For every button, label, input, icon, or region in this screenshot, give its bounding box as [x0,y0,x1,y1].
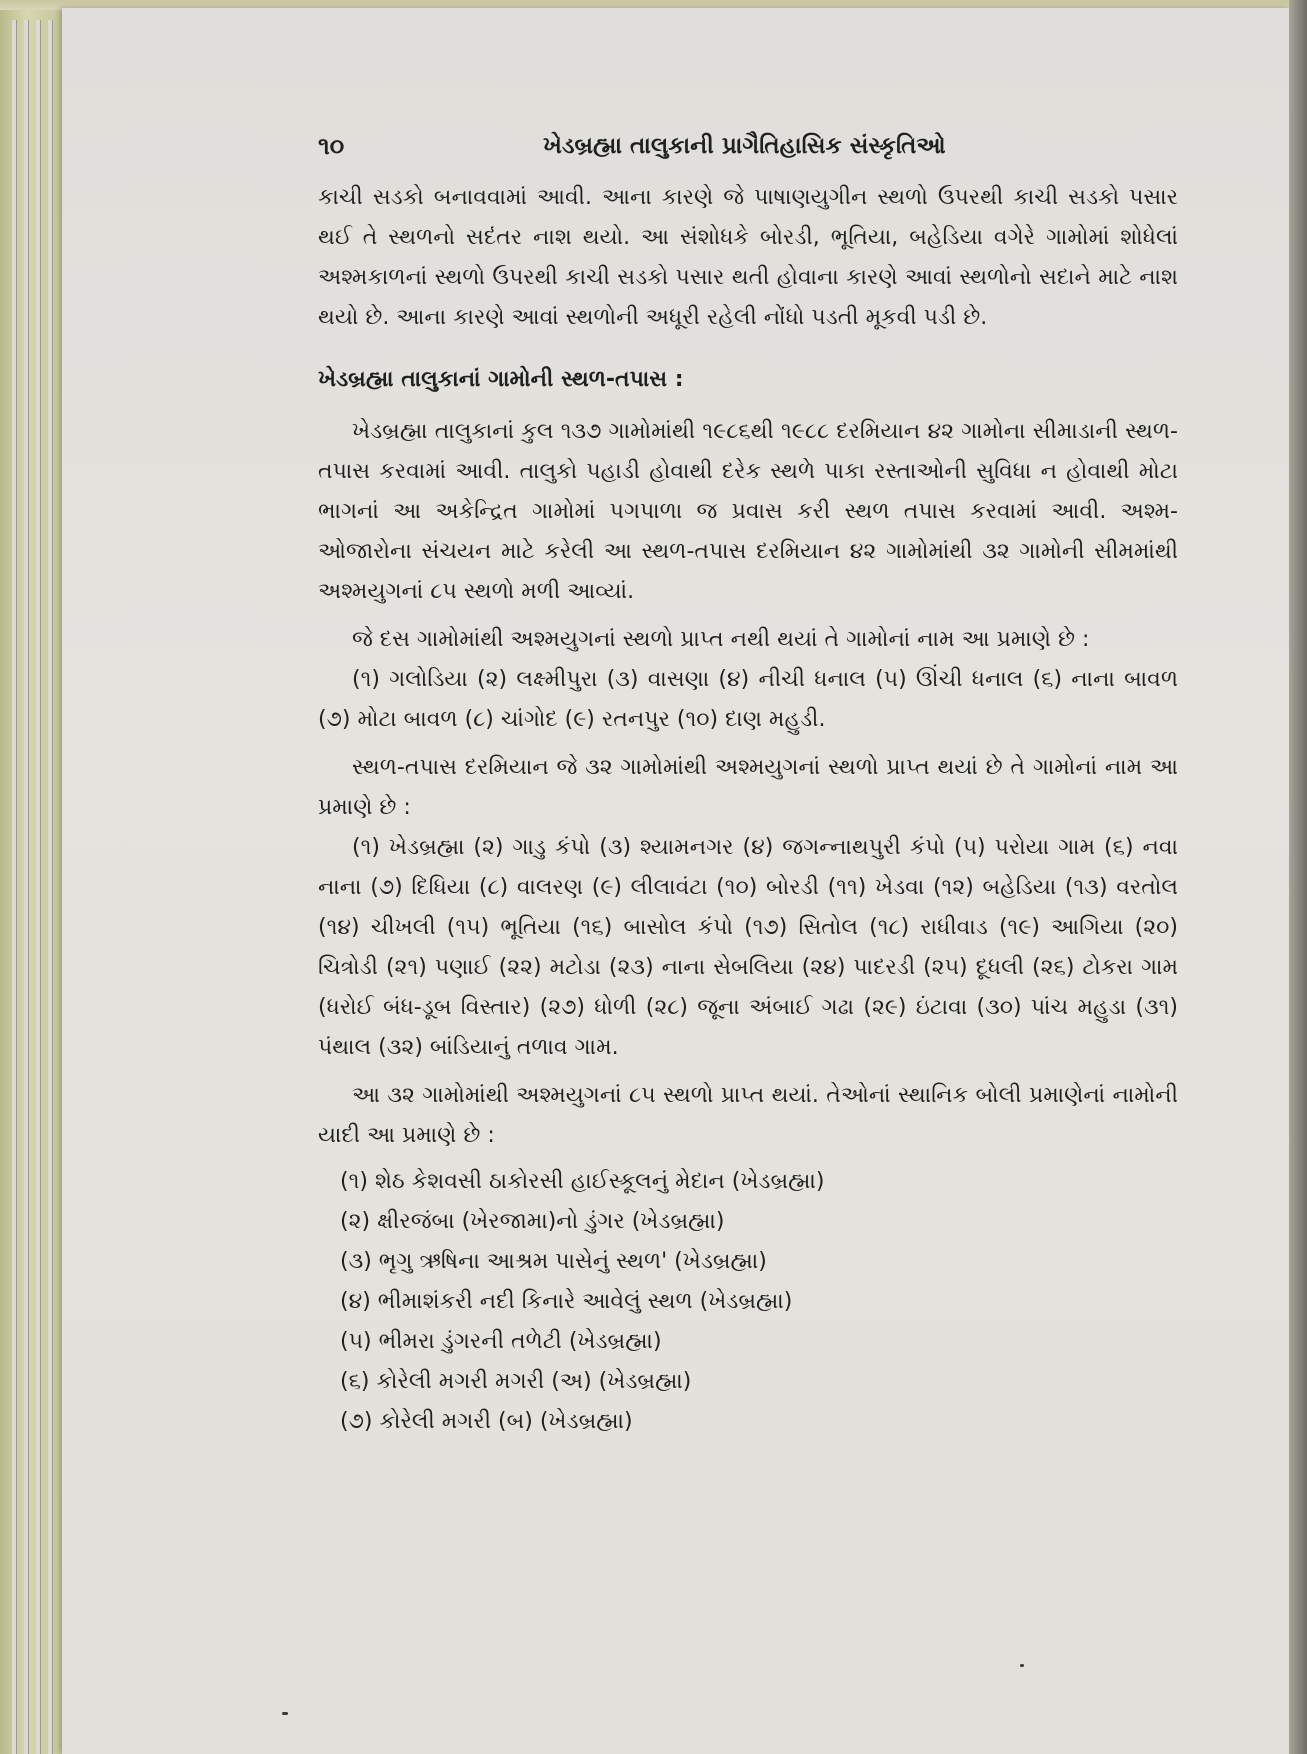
list-item: (૪) ભીમાશંકરી નદી કિનારે આવેલું સ્થળ (ખેડબ્રહ્મા) [340,1289,793,1314]
found-intro-paragraph: સ્થળ-તપાસ દરમિયાન જે ૩૨ ગામોમાંથી અશ્મયુગનાં સ્થળો પ્રાપ્ત થયાં છે તે ગામોનાં નામ આ પ્રમાણે છે : [318,755,1178,820]
list-item: (૩) ભૃગુ ઋષિના આશ્રમ પાસેનું સ્થળ' (ખેડબ્રહ્મા) [340,1249,767,1274]
scan-bed-right [1289,0,1307,1754]
sites-intro-paragraph: આ ૩૨ ગામોમાંથી અશ્મયુગનાં ૮૫ સ્થળો પ્રાપ્ત થયાં. તેઓનાં સ્થાનિક બોલી પ્રમાણેનાં નામોની યાદી આ પ્રમાણે છે : [318,1083,1178,1148]
page-number: ૧૦ [318,132,345,160]
page-content [318,120,1178,1442]
ink-speck [282,1712,288,1715]
page-header [318,120,1178,168]
not-found-villages-list: (૧) ગલોડિયા (૨) લક્ષ્મીપુરા (૩) વાસણા (૪) નીચી ધનાલ (૫) ઊંચી ધનાલ (૬) નાના બાવળ (૭) મોટા બાવળ (૮) ચાંગોદ (૯) રતનપુર (૧૦) દાણ મહુડી. [318,667,1178,732]
survey-paragraph: ખેડબ્રહ્મા તાલુકાનાં કુલ ૧૩૭ ગામોમાંથી ૧૯૮૬થી ૧૯૮૮ દરમિયાન ૪૨ ગામોના સીમાડાની સ્થળ-તપાસ કરવામાં આવી. તાલુકો પહાડી હોવાથી દરેક સ્થળે પાકા રસ્તાઓની સુવિધા ન હોવાથી મોટા ભાગનાં આ અકેન્દ્રિત ગામોમાં પગપાળા જ પ્રવાસ કરી સ્થળ તપાસ કરવામાં આવી. અશ્મ-ઓજારોના સંચયન માટે કરેલી આ સ્થળ-તપાસ દરમિયાન ૪૨ ગામોમાંથી ૩૨ ગામોની સીમમાંથી અશ્મયુગનાં ૮૫ સ્થળો મળી આવ્યાં. [318,419,1178,604]
list-item: (૫) ભીમરા ડુંગરની તળેટી (ખેડબ્રહ્મા) [340,1329,662,1354]
list-item: (૬) કોરેલી મગરી મગરી (અ) (ખેડબ્રહ્મા) [340,1369,692,1394]
not-found-intro-paragraph: જે દસ ગામોમાંથી અશ્મયુગનાં સ્થળો પ્રાપ્ત નથી થયાં તે ગામોનાં નામ આ પ્રમાણે છે : [352,627,1090,652]
sites-list [318,1162,1178,1442]
list-item: (૧) શેઠ કેશવસી ઠાકોરસી હાઈસ્કૂલનું મેદાન (ખેડબ્રહ્મા) [340,1169,825,1194]
page-edge [12,20,17,1754]
list-item: (૨) ક્ષીરજંબા (ખેરજામા)નો ડુંગર (ખેડબ્રહ્મા) [340,1209,725,1234]
list-item: (૭) કોરેલી મગરી (બ) (ખેડબ્રહ્મા) [340,1409,633,1434]
found-villages-list: (૧) ખેડબ્રહ્મા (૨) ગાડુ કંપો (૩) શ્યામનગર (૪) જગન્નાથપુરી કંપો (૫) પરોયા ગામ (૬) નવા નાના (૭) દિધિયા (૮) વાલરણ (૯) લીલાવંટા (૧૦) બોરડી (૧૧) ખેડવા (૧૨) બહેડિયા (૧૩) વરતોલ (૧૪) ચીખલી (૧૫) ભૂતિયા (૧૬) બાસોલ કંપો (૧૭) સિતોલ (૧૮) રાધીવાડ (૧૯) આગિયા (૨૦) ચિત્રોડી (૨૧) પણાઈ (૨૨) મટોડા (૨૩) નાના સેબલિયા (૨૪) પાદરડી (૨૫) દૂધલી (૨૬) ટોકરા ગામ (ધરોઈ બંધ-ડૂબ વિસ્તાર) (૨૭) ધોળી (૨૮) જૂના અંબાઈ ગઢા (૨૯) ઇંટાવા (૩૦) પાંચ મહુડા (૩૧) પંથાલ (૩૨) બાંડિયાનું તળાવ ગામ. [318,835,1178,1060]
intro-paragraph: કાચી સડકો બનાવવામાં આવી. આના કારણે જે પાષાણયુગીન સ્થળો ઉપરથી કાચી સડકો પસાર થઈ તે સ્થળનો સદંતર નાશ થયો. આ સંશોધકે બોરડી, ભૂતિયા, બહેડિયા વગેરે ગામોમાં શોધેલાં અશ્મકાળનાં સ્થળો ઉપરથી કાચી સડકો પસાર થતી હોવાના કારણે આવાં સ્થળોનો સદાને માટે નાશ થયો છે. આના કારણે આવાં સ્થળોની અધૂરી રહેલી નોંધો પડતી મૂકવી પડી છે. [318,185,1178,330]
page-edge [48,20,53,1754]
section-heading: ખેડબ્રહ્મા તાલુકાનાં ગામોની સ્થળ-તપાસ : [318,367,684,392]
page-edge [24,20,29,1754]
page-edge [36,20,41,1754]
running-title: ખેડબ્રહ્મા તાલુકાની પ્રાગૈતિહાસિક સંસ્કૃતિઓ [543,133,946,159]
ink-speck [1020,1664,1024,1667]
